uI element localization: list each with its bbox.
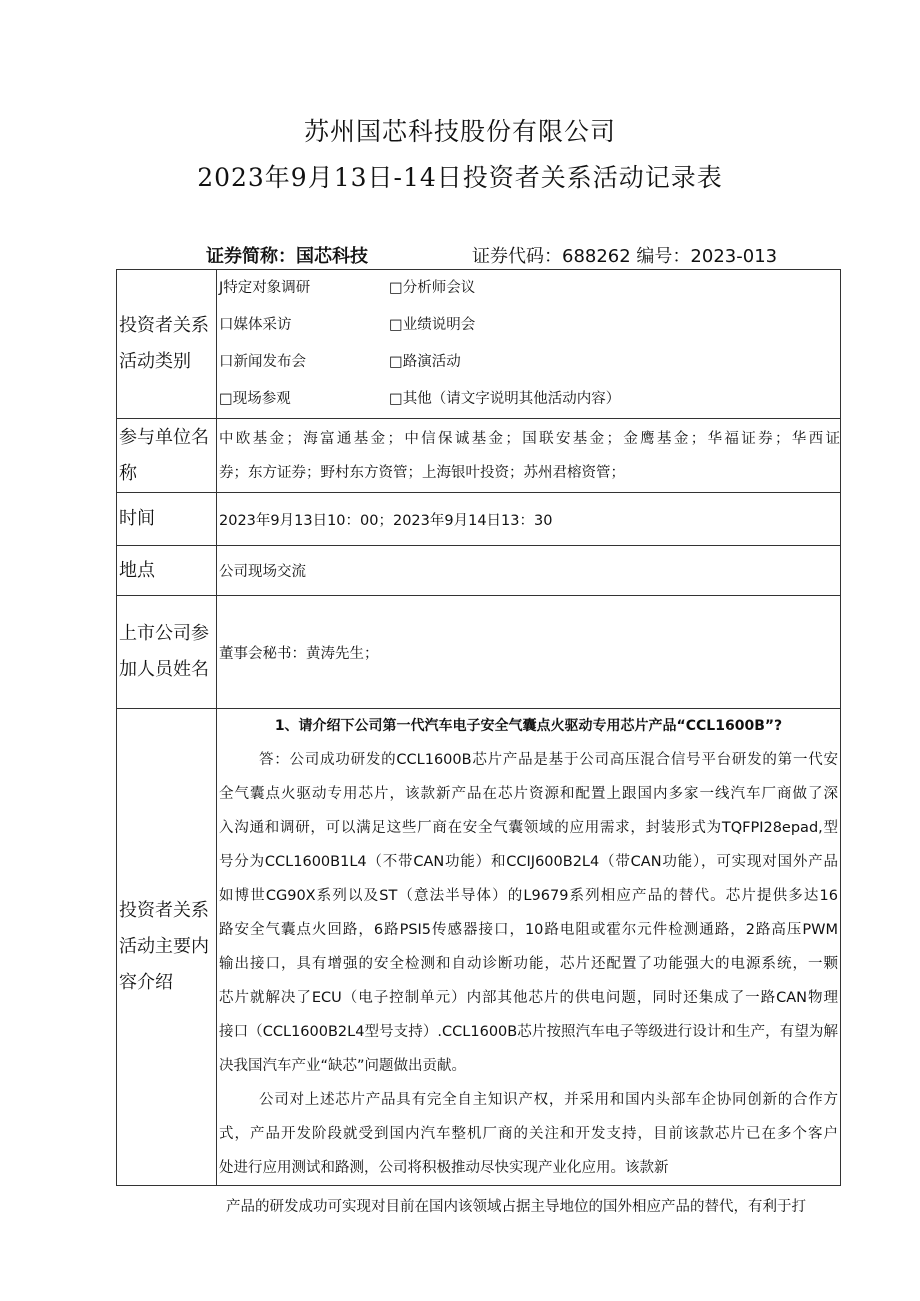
security-code: 证券代码：688262 编号：2023-013 <box>472 246 778 267</box>
label-time: 时间 <box>117 493 217 546</box>
answer-line: 输出接口，具有增强的安全检测和自动诊断功能，芯片还配置了功能强大的电源系统，一颗 <box>219 956 838 972</box>
answer-line: 答：公司成功研发的CCL1600B芯片产品是基于公司高压混合信号平台研发的第一代安 <box>259 752 838 768</box>
option-specific-research: J特定对象调研 <box>219 280 311 296</box>
option-site-visit: □现场参观 <box>219 391 291 407</box>
option-roadshow: □路演活动 <box>389 354 461 370</box>
label-activity-type: 投资者关系活动类别 <box>117 270 217 419</box>
label-content: 投资者关系活动主要内容介绍 <box>117 709 217 1186</box>
answer-paragraph-2 <box>219 1083 838 1185</box>
answer-line: 芯片就解决了ECU（电子控制单元）内部其他芯片的供电问题，同时还集成了一路CAN物理 <box>219 990 838 1006</box>
row-participants <box>117 419 841 493</box>
answer-line: 号分为CCL1600B1L4（不带CAN功能）和CCIJ600B2L4（带CAN功能），可实现对国外产品 <box>219 854 838 870</box>
question-heading: 1、请介绍下公司第一代汽车电子安全气囊点火驱动专用芯片产品“CCL1600B”? <box>274 718 783 734</box>
answer-line: 公司对上述芯片产品具有完全自主知识产权，并采用和国内头部车企协同创新的合作方 <box>259 1092 838 1108</box>
option-press-conference: 口新闻发布会 <box>219 354 306 370</box>
document-title: 2023年9月13日-14日投资者关系活动记录表 <box>197 163 723 192</box>
time-value: 2023年9月13日10：00；2023年9月14日13：30 <box>217 493 841 546</box>
document-body <box>116 269 856 1222</box>
label-participants: 参与单位名称 <box>117 419 217 493</box>
continuation-text: 产品的研发成功可实现对目前在国内该领域占据主导地位的国外相应产品的替代，有利于打 <box>226 1199 806 1215</box>
label-place: 地点 <box>117 546 217 596</box>
answer-line: 入沟通和调研，可以满足这些厂商在安全气囊领域的应用需求，封装形式为TQFPI28epad,型 <box>219 820 838 836</box>
row-company-staff <box>117 596 841 709</box>
staff-value: 董事会秘书：黄涛先生； <box>217 596 841 709</box>
option-other: □其他（请文字说明其他活动内容） <box>389 391 621 407</box>
row-place <box>117 546 841 596</box>
row-content <box>117 709 841 1186</box>
participants-line: 中欧基金；海富通基金；中信保诚基金；国联安基金；金鹰基金；华福证券；华西证 <box>219 430 840 447</box>
answer-line: 式，产品开发阶段就受到国内汽车整机厂商的关注和开发支持，目前该款芯片已在多个客户 <box>219 1126 838 1142</box>
answer-line: 如博世CG90X系列以及ST（意法半导体）的L9679系列相应产品的替代。芯片提供多达16 <box>219 888 838 904</box>
option-media-interview: 口媒体采访 <box>219 317 292 333</box>
place-value: 公司现场交流 <box>217 546 841 596</box>
row-time <box>117 493 841 546</box>
company-title: 苏州国芯科技股份有限公司 <box>303 117 616 146</box>
activity-record-table <box>116 269 841 1186</box>
row-activity-type <box>117 270 841 419</box>
answer-line: 全气囊点火驱动专用芯片，该款新产品在芯片资源和配置上跟国内多家一线汽车厂商做了深 <box>219 786 838 802</box>
security-short-name: 证券简称：国芯科技 <box>206 246 368 267</box>
participants-line: 券；东方证券；野村东方资管；上海银叶投资；苏州君榕资管； <box>219 464 625 481</box>
option-analyst-meeting: □分析师会议 <box>389 280 476 296</box>
answer-line: 接口（CCL1600B2L4型号支持）.CCL1600B芯片按照汽车电子等级进行设计和生产，有望为解 <box>219 1024 838 1040</box>
option-earnings-call: □业绩说明会 <box>389 317 476 333</box>
label-company-staff: 上市公司参加人员姓名 <box>117 596 217 709</box>
answer-line: 处进行应用测试和路测，公司将积极推动尽快实现产业化应用。该款新 <box>219 1160 669 1176</box>
answer-line: 决我国汽车产业“缺芯”问题做出贡献。 <box>219 1058 467 1074</box>
answer-line: 路安全气囊点火回路，6路PSI5传感器接口，10路电阻或霍尔元件检测通路，2路高压PWM <box>219 922 838 938</box>
answer-paragraph-1 <box>219 743 838 1083</box>
